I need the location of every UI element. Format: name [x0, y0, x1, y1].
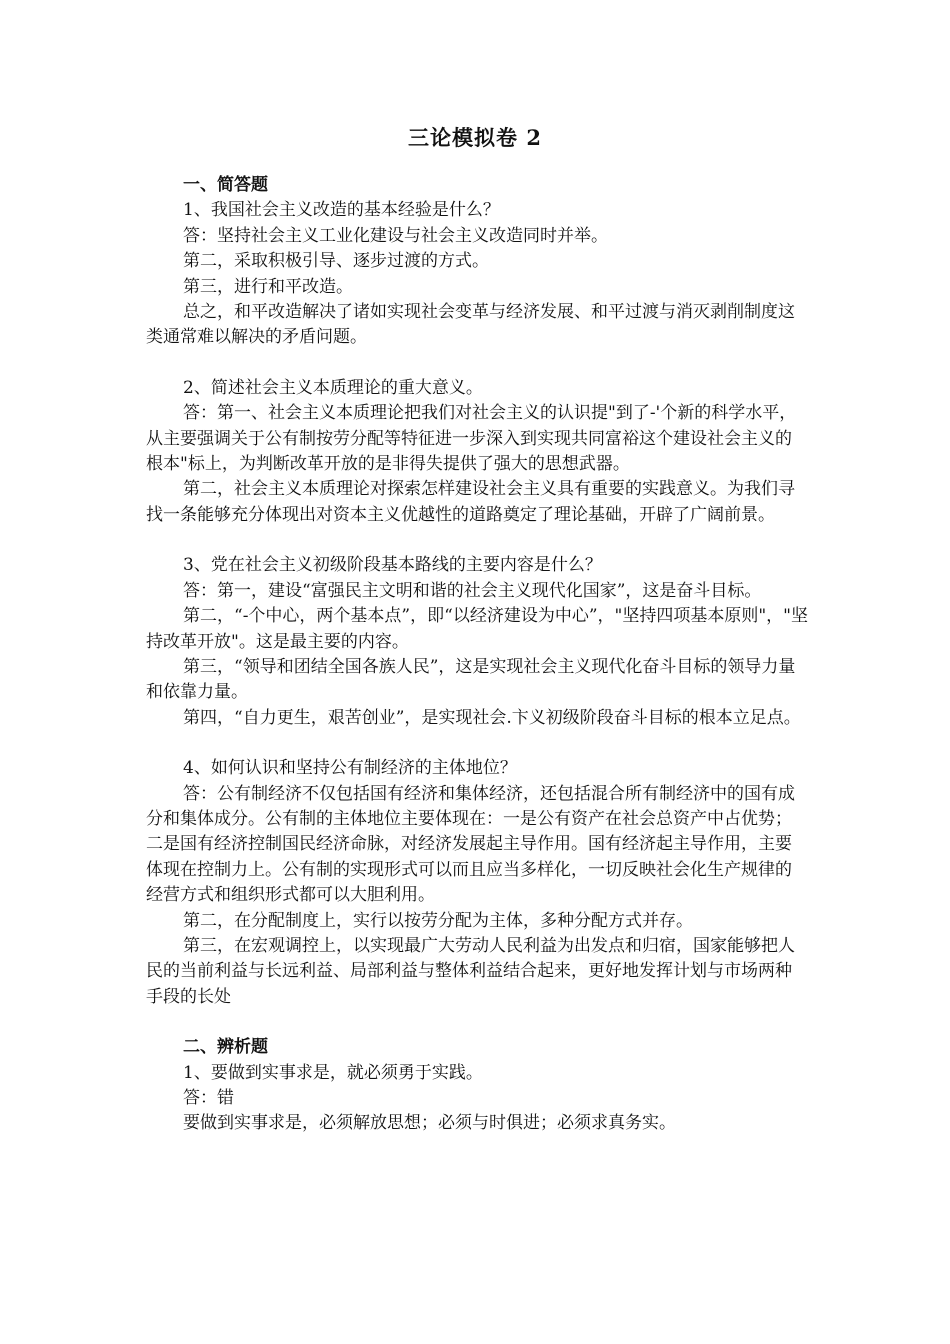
- analysis-answer-1-paragraph: 答：错: [183, 1088, 234, 1108]
- section-heading-analysis: 二、辨析题: [183, 1037, 268, 1058]
- question-3: 3、党在社会主义初级阶段基本路线的主要内容是什么？: [183, 555, 602, 576]
- answer-3-paragraph: 第二，“-个中心，两个基本点”，即“以经济建设为中心”，"坚持四项基本原则"，"坚持改革开放"。这是最主要的内容。: [146, 606, 808, 652]
- answer-4-paragraph: 第三，在宏观调控上，以实现最广大劳动人民利益为出发点和归宿，国家能够把人民的当前利益与长远利益、局部利益与整体利益结合起来，更好地发挥计划与市场两种手段的长处: [146, 935, 795, 1007]
- analysis-question-1: 1、要做到实事求是，就必须勇于实践。: [183, 1062, 483, 1083]
- answer-2-paragraph: 第二，社会主义本质理论对探索怎样建设社会主义具有重要的实践意义。为我们寻找一条能够充分体现出对资本主义优越性的道路奠定了理论基础，开辟了广阔前景。: [146, 479, 795, 525]
- spacer: [146, 731, 808, 756]
- answer-1-paragraph: 第三，进行和平改造。: [183, 276, 353, 297]
- answer-4-paragraph: 答：公有制经济不仅包括国有经济和集体经济，还包括混合所有制经济中的国有成分和集体成分。公有制的主体地位主要体现在：一是公有资产在社会总资产中占优势；二是国有经济控制国民经济命脉，对经济发展起主导作用。国有经济起主导作用，主要体现在控制力上。公有制的实现形式可以而且应当多样化，一切反映社会化生产规律的经营方式和组织形式都可以大胆利用。: [146, 783, 795, 906]
- spacer: [146, 351, 808, 376]
- page-title: 三论模拟卷 2: [408, 125, 542, 150]
- answer-3-paragraph: 答：第一，建设“富强民主文明和谐的社会主义现代化国家”，这是奋斗目标。: [183, 580, 762, 601]
- spacer: [146, 528, 808, 553]
- analysis-answer-1-paragraph: 要做到实事求是，必须解放思想；必须与时俱进；必须求真务实。: [183, 1113, 676, 1134]
- document-body: [146, 173, 808, 1137]
- answer-2-paragraph: 答：第一、社会主义本质理论把我们对社会主义的认识提"到了-'个新的科学水平，从主要强调关于公有制按劳分配等特征进一步深入到实现共同富裕这个建设社会主义的根本"标上，为判断改革开放的是非得失提供了强大的思想武器。: [146, 403, 797, 475]
- question-1: 1、我国社会主义改造的基本经验是什么？: [183, 200, 500, 221]
- answer-3-paragraph: 第三，“领导和团结全国各族人民”，这是实现社会主义现代化奋斗目标的领导力量和依靠力量。: [146, 656, 796, 703]
- answer-1-paragraph: 总之，和平改造解决了诸如实现社会变革与经济发展、和平过渡与消灭剥削制度这类通常难以解决的矛盾问题。: [146, 302, 795, 348]
- spacer: [146, 1010, 808, 1035]
- section-heading-short-answer: 一、简答题: [183, 175, 268, 195]
- question-2: 2、简述社会主义本质理论的重大意义。: [183, 377, 483, 398]
- answer-1-paragraph: 第二，采取积极引导、逐步过渡的方式。: [183, 251, 489, 272]
- question-4: 4、如何认识和坚持公有制经济的主体地位？: [183, 758, 517, 779]
- answer-3-paragraph: 第四，“自力更生，艰苦创业”，是实现社会.卞义初级阶段奋斗目标的根本立足点。: [183, 707, 801, 728]
- answer-4-paragraph: 第二，在分配制度上，实行以按劳分配为主体，多种分配方式并存。: [183, 910, 693, 931]
- answer-1-paragraph: 答：坚持社会主义工业化建设与社会主义改造同时并举。: [183, 225, 608, 246]
